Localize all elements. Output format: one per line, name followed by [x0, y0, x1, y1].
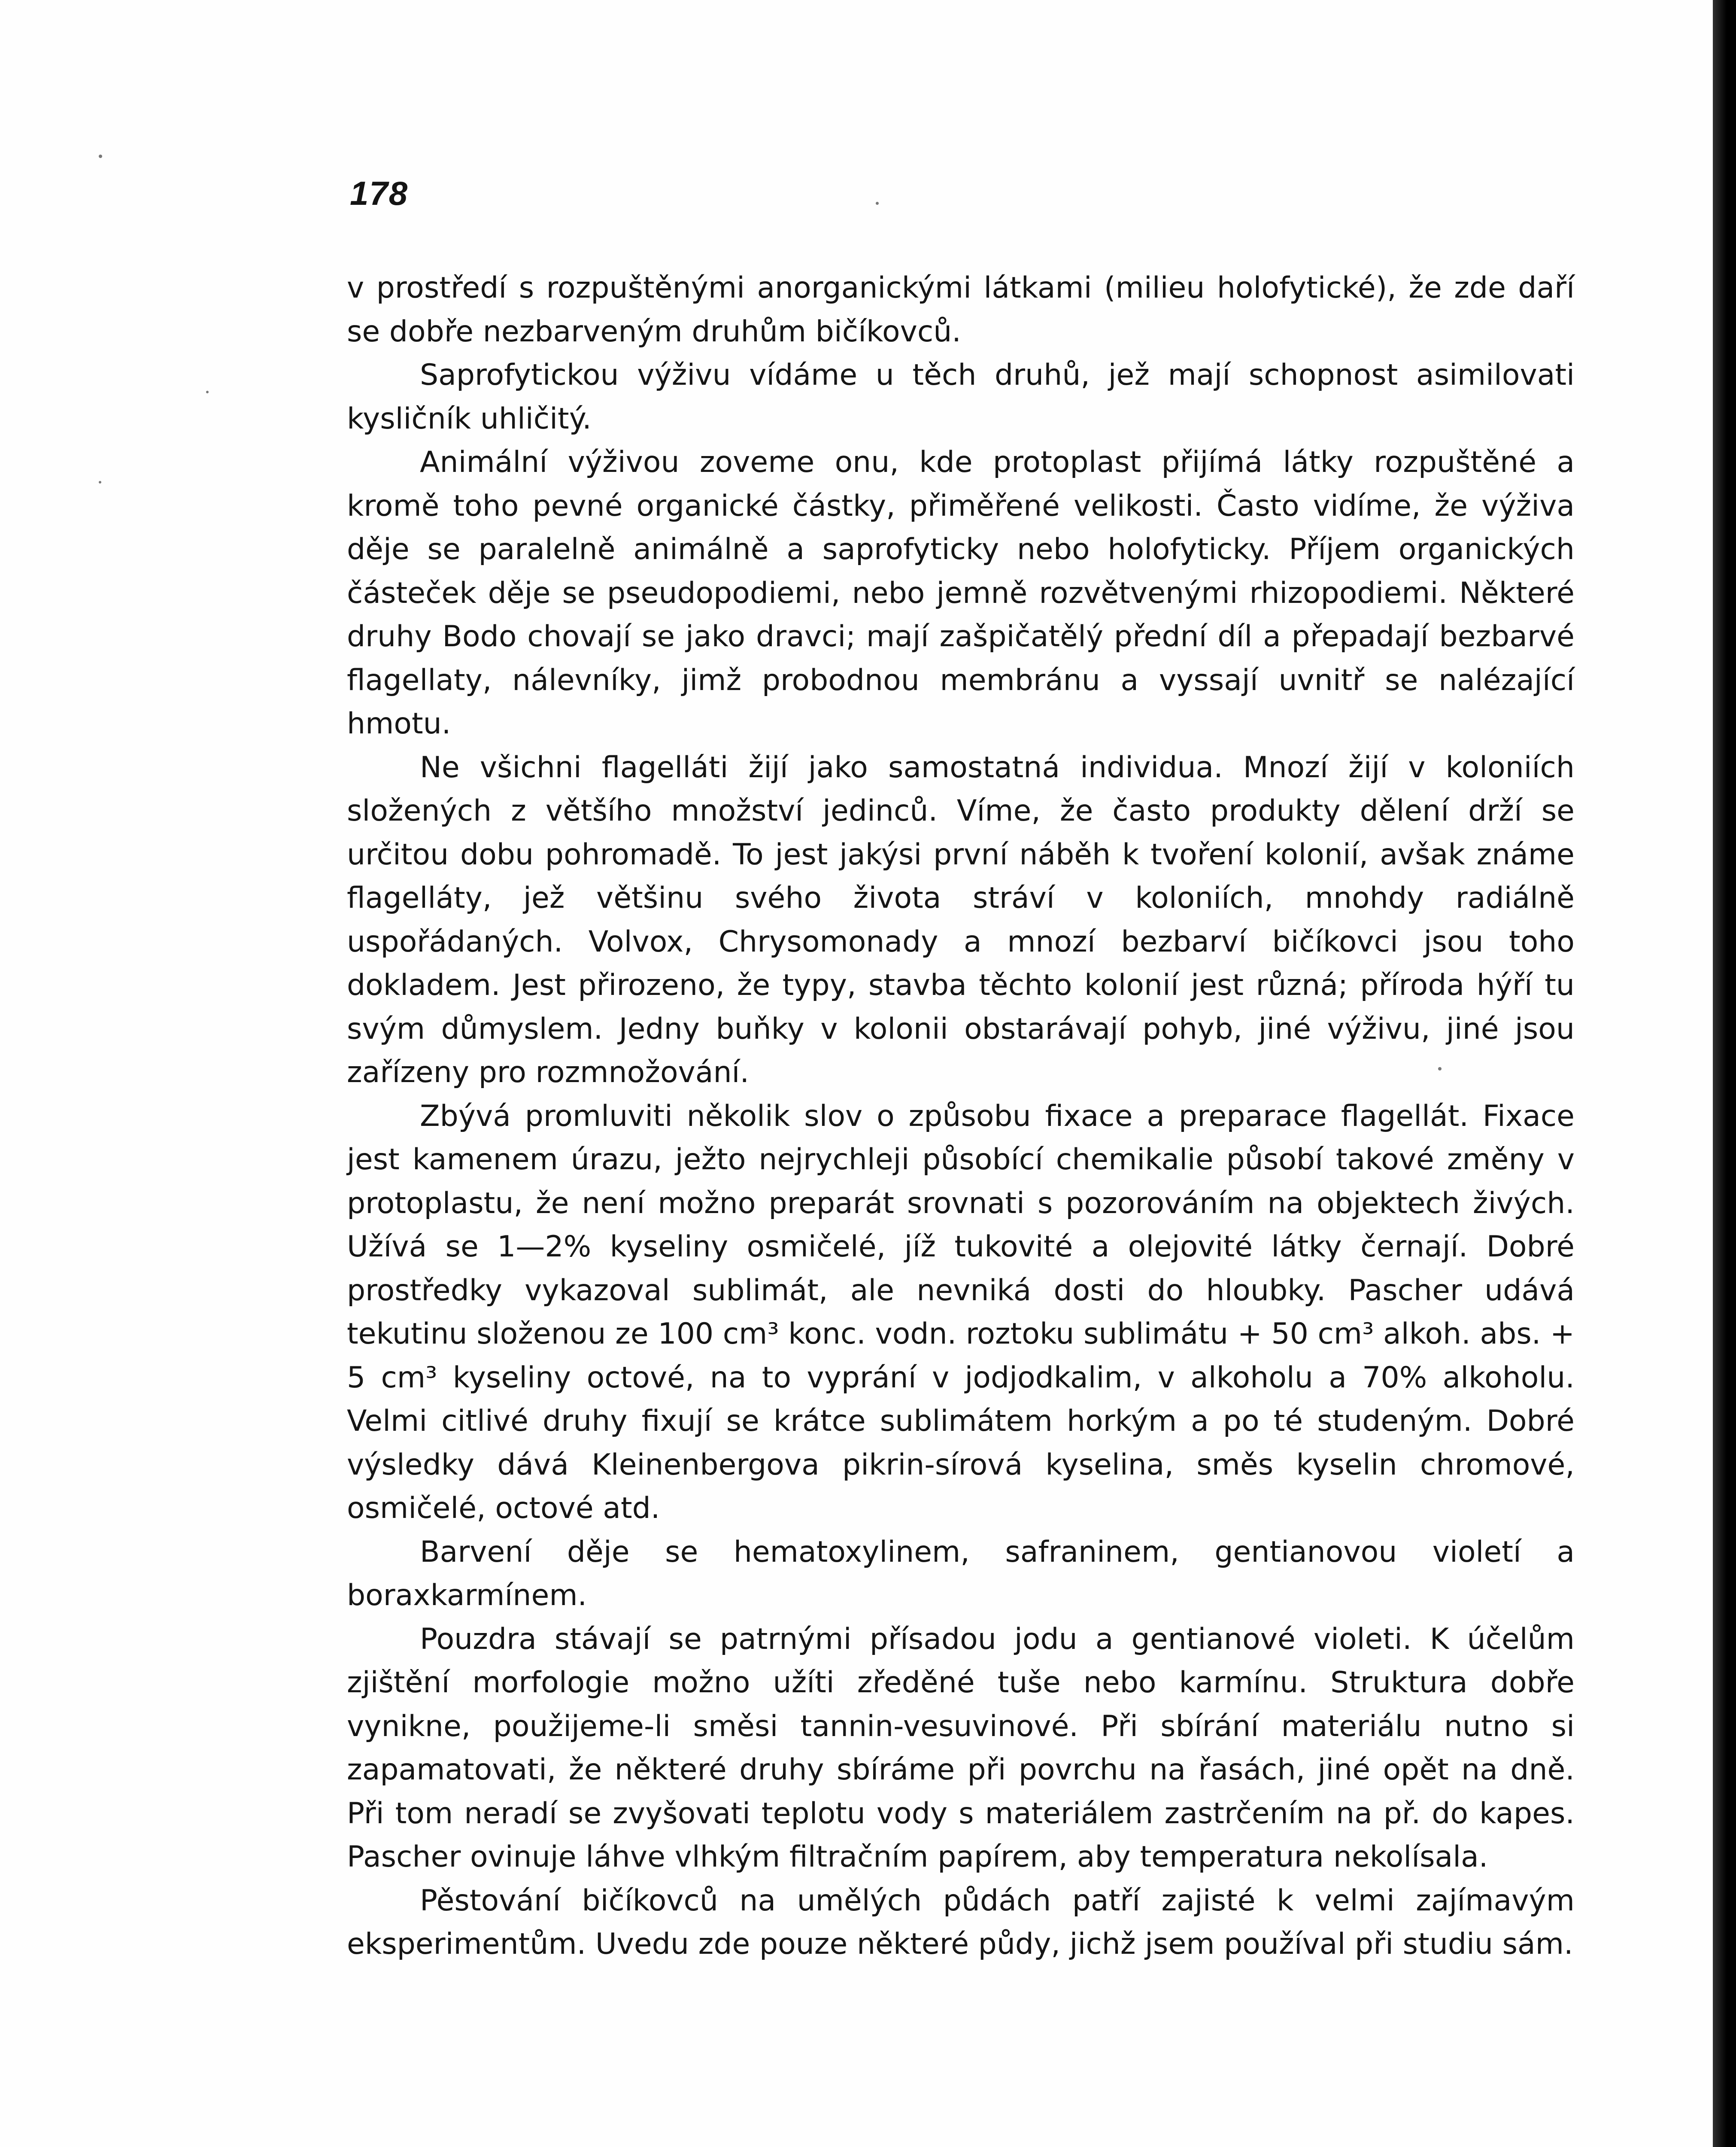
dust-speck: [1438, 1067, 1442, 1070]
dust-speck: [99, 481, 101, 484]
dust-speck: [206, 391, 209, 393]
paragraph: Barvení děje se hematoxylinem, safraninem, gentianovou violetí a boraxkarmínem.: [347, 1535, 1575, 1612]
paragraph: Pěstování bičíkovců na umělých půdách patří zajisté k velmi zajímavým eksperimentům. Uvedu zde pouze některé půdy, jichž jsem používal při studiu sám.: [347, 1883, 1575, 1961]
body-text: [347, 266, 1575, 1966]
dust-speck: [876, 202, 879, 205]
dust-speck: [99, 155, 102, 158]
paragraph: Ne všichni flagelláti žijí jako samostatná individua. Mnozí žijí v koloniích složených z většího množství jedinců. Víme, že často produkty dělení drží se určitou dobu pohromadě. To jest jakýsi první náběh k tvoření kolonií, avšak známe flagelláty, jež většinu svého života stráví v koloniích, mnohdy radiálně uspořádaných. Volvox, Chrysomonady a mnozí bezbarví bičíkovci jsou toho dokladem. Jest přirozeno, že typy, stavba těchto kolonií jest různá; příroda hýří tu svým důmyslem. Jedny buňky v kolonii obstarávají pohyb, jiné výživu, jiné jsou zařízeny pro rozmnožování.: [347, 750, 1575, 1089]
paragraph: v prostředí s rozpuštěnými anorganickými látkami (milieu holofytické), že zde daří se dobře nezbarveným druhům bičíkovců.: [347, 271, 1575, 349]
paragraph: Animální výživou zoveme onu, kde protoplast přijímá látky rozpuštěné a kromě toho pevné organické částky, přiměřené velikosti. Často vidíme, že výživa děje se paralelně animálně a saprofyticky nebo holofyticky. Příjem organických částeček děje se pseudopodiemi, nebo jemně rozvětvenými rhizopodiemi. Některé druhy Bodo chovají se jako dravci; mají zašpičatělý přední díl a přepadají bezbarvé flagellaty, nálevníky, jimž probodnou membránu a vyssají uvnitř se nalézající hmotu.: [347, 445, 1575, 741]
paragraph: Zbývá promluviti několik slov o způsobu fixace a preparace flagellát. Fixace jest kamenem úrazu, ježto nejrychleji působící chemikalie působí takové změny v protoplastu, že není možno preparát srovnati s pozorováním na objektech živých. Užívá se 1—2% kyseliny osmičelé, jíž tukovité a olejovité látky černají. Dobré prostředky vykazoval sublimát, ale nevniká dosti do hloubky. Pascher udává tekutinu složenou ze 100 cm³ konc. vodn. roztoku sublimátu + 50 cm³ alkoh. abs. + 5 cm³ kyseliny octové, na to vyprání v jodjodkalim, v alkoholu a 70% alkoholu. Velmi citlivé druhy fixují se krátce sublimátem horkým a po té studeným. Dobré výsledky dává Kleinenbergova pikrin-sírová kyselina, směs kyselin chromové, osmičelé, octové atd.: [347, 1099, 1575, 1525]
paragraph: Saprofytickou výživu vídáme u těch druhů, jež mají schopnost asimilovati kysličník uhličitý.: [347, 358, 1575, 436]
page-number: 178: [350, 174, 409, 212]
paragraph: Pouzdra stávají se patrnými přísadou jodu a gentianové violeti. K účelům zjištění morfologie možno užíti zředěné tuše nebo karmínu. Struktura dobře vynikne, použijeme-li směsi tannin-vesuvinové. Při sbírání materiálu nutno si zapamatovati, že některé druhy sbíráme při povrchu na řasách, jiné opět na dně. Při tom neradí se zvyšovati teplotu vody s materiálem zastrčením na př. do kapes. Pascher ovinuje láhve vlhkým filtračním papírem, aby temperatura nekolísala.: [347, 1622, 1575, 1874]
scan-edge-right: [1713, 0, 1736, 2147]
